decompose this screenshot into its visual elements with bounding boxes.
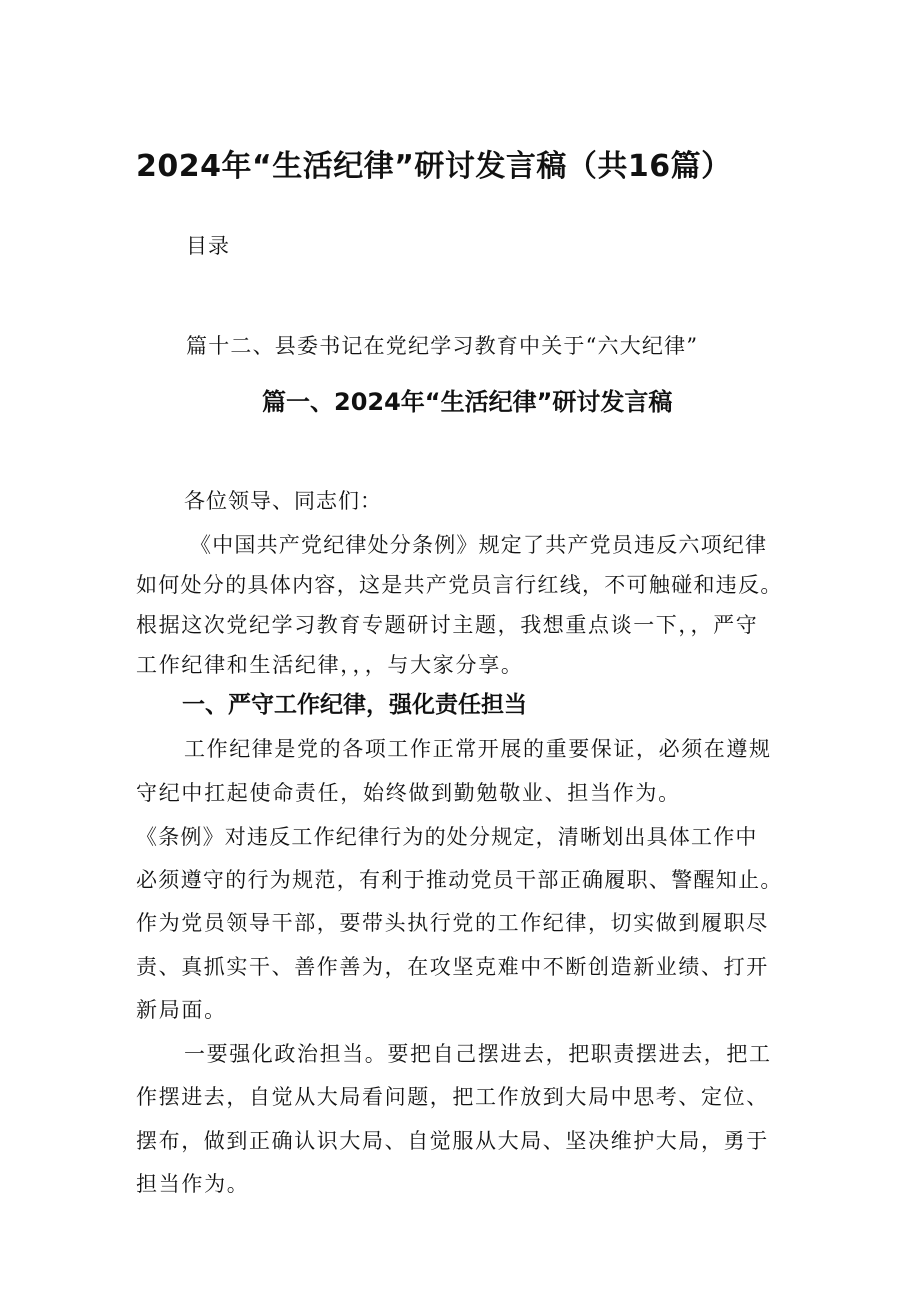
paragraph-line: 作为党员领导干部，要带头执行党的工作纪律，切实做到履职尽 <box>136 911 769 935</box>
paragraph-line: 摆布，做到正确认识大局、自觉服从大局、坚决维护大局，勇于 <box>136 1129 769 1153</box>
paragraph-line: 担当作为。 <box>136 1172 250 1196</box>
toc-label: 目录 <box>186 234 230 258</box>
toc-item[interactable]: 篇十二、县委书记在党纪学习教育中关于“六大纪律” <box>186 334 699 358</box>
paragraph-line: 守纪中扛起使命责任，始终做到勤勉敬业、担当作为。 <box>136 781 681 805</box>
paragraph-line: 工作纪律和生活纪律，，，与大家分享。 <box>136 653 524 677</box>
section-heading: 一、严守工作纪律，强化责任担当 <box>182 692 527 718</box>
paragraph-line: 根据这次党纪学习教育专题研讨主题，我想重点谈一下，，严守 <box>136 613 759 637</box>
paragraph-line: 新局面。 <box>136 998 227 1022</box>
document-title: 2024年“生活纪律”研讨发言稿（共16篇） <box>136 149 732 184</box>
paragraph-line: 作摆进去，自觉从大局看问题，把工作放到大局中思考、定位、 <box>136 1085 769 1109</box>
paragraph-line: 责、真抓实干、善作善为，在攻坚克难中不断创造新业绩、打开 <box>136 955 769 979</box>
section-title: 篇一、2024年“生活纪律”研讨发言稿 <box>262 388 673 416</box>
paragraph-line: 一要强化政治担当。要把自己摆进去，把职责摆进去，把工 <box>184 1042 772 1066</box>
paragraph-line: 《中国共产党纪律处分条例》规定了共产党员违反六项纪律 <box>190 533 768 557</box>
paragraph-line: 工作纪律是党的各项工作正常开展的重要保证，必须在遵规 <box>184 737 772 761</box>
paragraph-line: 如何处分的具体内容，这是共产党员言行红线，不可触碰和违反。 <box>136 573 783 597</box>
salutation: 各位领导、同志们： <box>184 489 382 513</box>
paragraph-line: 必须遵守的行为规范，有利于推动党员干部正确履职、警醒知止。 <box>136 868 783 892</box>
paragraph-line: 《条例》对违反工作纪律行为的处分规定，清晰划出具体工作中 <box>136 825 758 849</box>
